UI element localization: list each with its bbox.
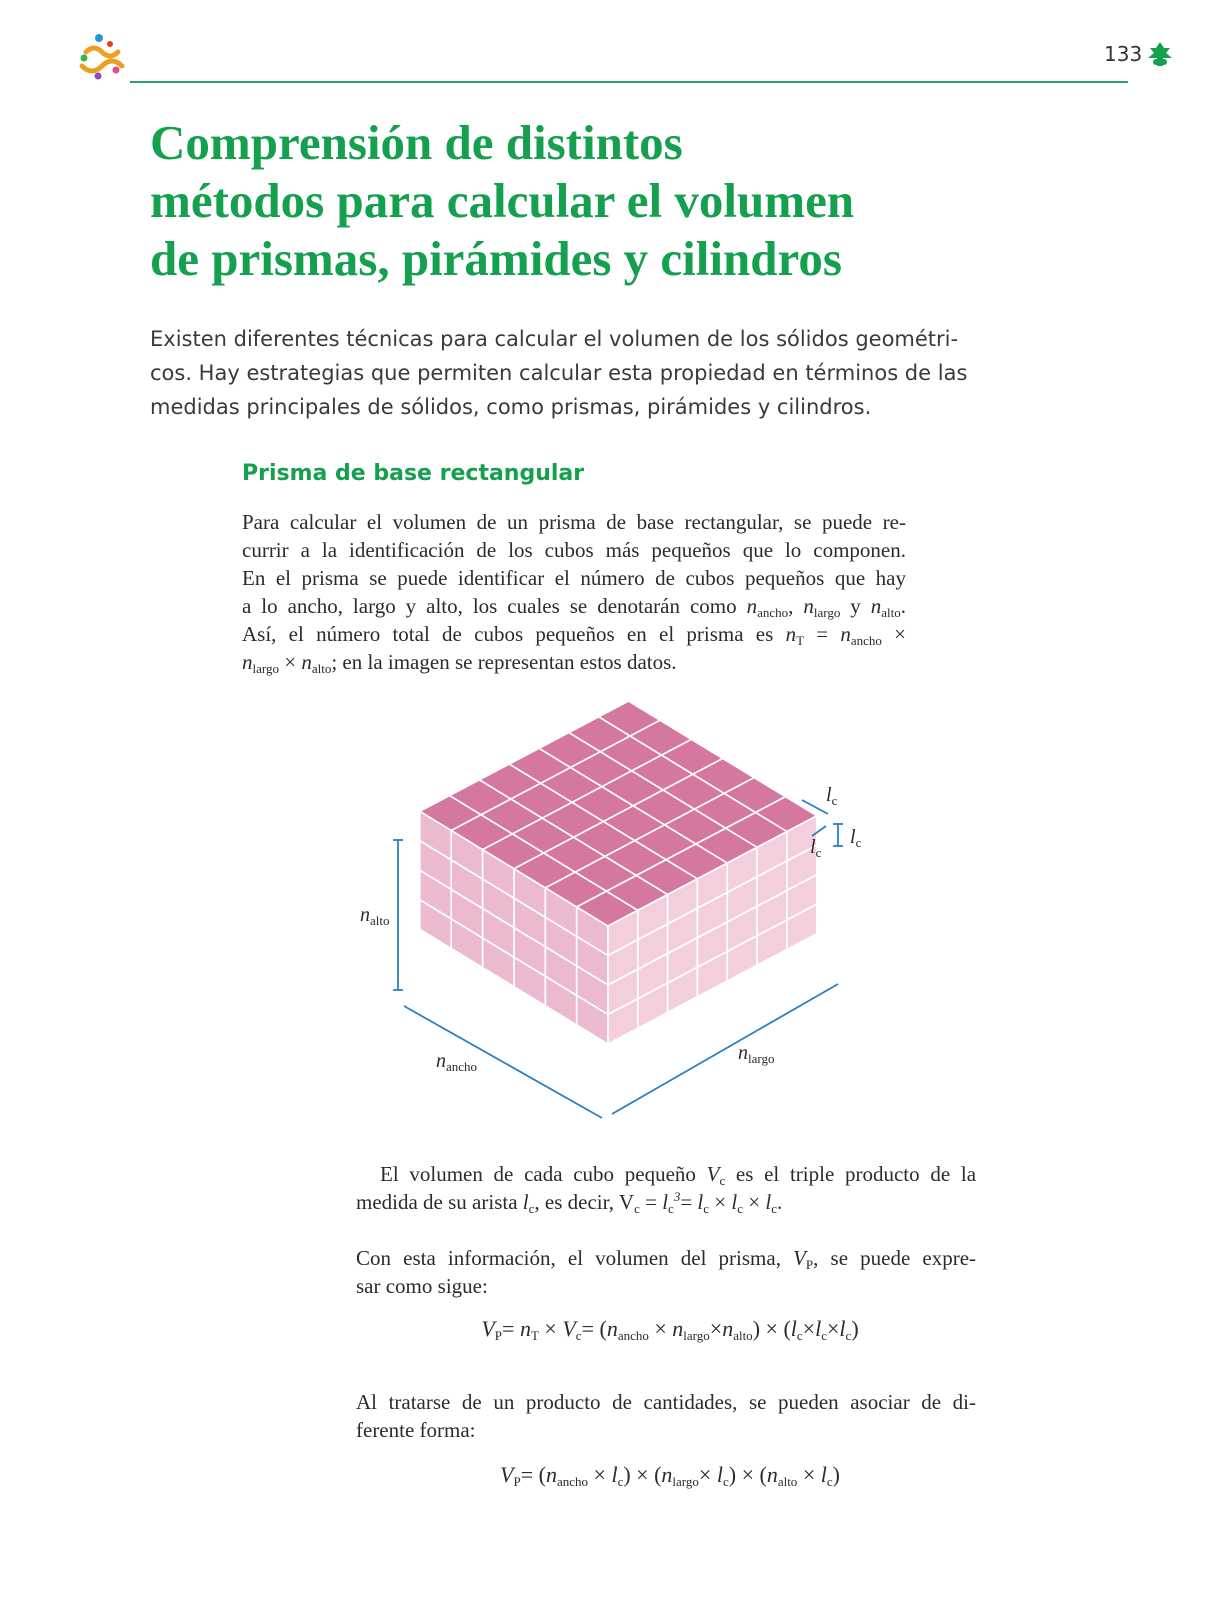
cube-volume-paragraph [356, 1160, 976, 1216]
prism-figure [340, 700, 900, 1140]
line-text: ; en la imagen se representan estos datos. [331, 650, 677, 674]
paragraph-line: El volumen de cada cubo pequeño $V_c$ es el triple producto de la [380, 1162, 977, 1188]
intro-line: Existen diferentes técnicas para calcular el volumen de los sólidos geométri- [150, 327, 959, 351]
intro-line: medidas principales de sólidos, como prismas, pirámides y cilindros. [150, 395, 872, 419]
header-rule [130, 81, 1128, 83]
section-subtitle: Prisma de base rectangular [242, 461, 585, 486]
label-n-ancho: $n_{ancho}$ [436, 1050, 478, 1074]
math-var: $n_{ancho}$ [746, 594, 789, 620]
formula-associated: $V_P= (n_{ancho} \times l_c) \times (n_{largo}\times l_c) \times (n_{alto} \times l_c)$ [500, 1462, 840, 1489]
math-var: $n_{largo}$ [803, 594, 841, 620]
association-paragraph [356, 1388, 976, 1444]
paragraph-line: $n_{largo} \times n_{alto}$; en la imagen se representan estos datos. [242, 650, 677, 676]
paragraph-line: Para calcular el volumen de un prisma de base rectangular, se puede re- [242, 510, 906, 534]
label-n-alto: $n_{alto}$ [360, 904, 390, 928]
label-lc-side: $l_c$ [850, 826, 862, 850]
programa-logo-icon [72, 30, 132, 86]
paragraph-line: Al tratarse de un producto de cantidades, se pueden asociar de di- [356, 1390, 976, 1414]
math-var: $n_{alto}$ [870, 594, 901, 620]
prism-paragraph [242, 508, 906, 676]
title-line: de prismas, pirámides y cilindros [150, 231, 842, 286]
paragraph-line: Así, el número total de cubos pequeños en el prisma es $n_T = n_{ancho}$ × [242, 622, 906, 648]
line-text: Así, el número total de cubos pequeños en el prisma es [242, 622, 774, 646]
label-n-largo: $n_{largo}$ [738, 1042, 775, 1066]
tree-icon [1146, 40, 1174, 70]
page-number: 133 [1104, 42, 1143, 66]
cube-prism-diagram [340, 700, 900, 1140]
paragraph-line: En el prisma se puede identificar el número de cubos pequeños que hay [242, 566, 906, 590]
paragraph-line: medida de su arista $l_c$, es decir, $V_c = l_c^3= l_c \times l_c \times l_c$. [356, 1189, 783, 1216]
label-lc-top: $l_c$ [826, 784, 838, 808]
paragraph-line: Con esta información, el volumen del prisma, $V_P$, se puede expre- [356, 1246, 977, 1272]
page-title [150, 114, 1050, 288]
line-text: a lo ancho, largo y alto, los cuales se denotarán como [242, 594, 737, 618]
paragraph-line: sar como sigue: [356, 1274, 488, 1298]
title-line: Comprensión de distintos [150, 115, 683, 170]
prism-volume-paragraph [356, 1244, 976, 1300]
title-line: métodos para calcular el volumen [150, 173, 855, 228]
label-lc-front: $l_c$ [810, 836, 822, 860]
paragraph-line: currir a la identificación de los cubos más pequeños que lo componen. [242, 538, 906, 562]
paragraph-line: ferente forma: [356, 1418, 476, 1442]
intro-line: cos. Hay estrategias que permiten calcular esta propiedad en términos de las [150, 361, 968, 385]
paragraph-line: a lo ancho, largo y alto, los cuales se denotarán como $n_{ancho}$, $n_{largo}$ y $n_{alto}$. [242, 594, 907, 620]
intro-paragraph [150, 322, 968, 424]
formula-prism-volume: $V_P= n_T \times V_c= (n_{ancho} \times n_{largo}\times n_{alto}) \times (l_c\times l_c\times l_c)$ [481, 1316, 859, 1343]
